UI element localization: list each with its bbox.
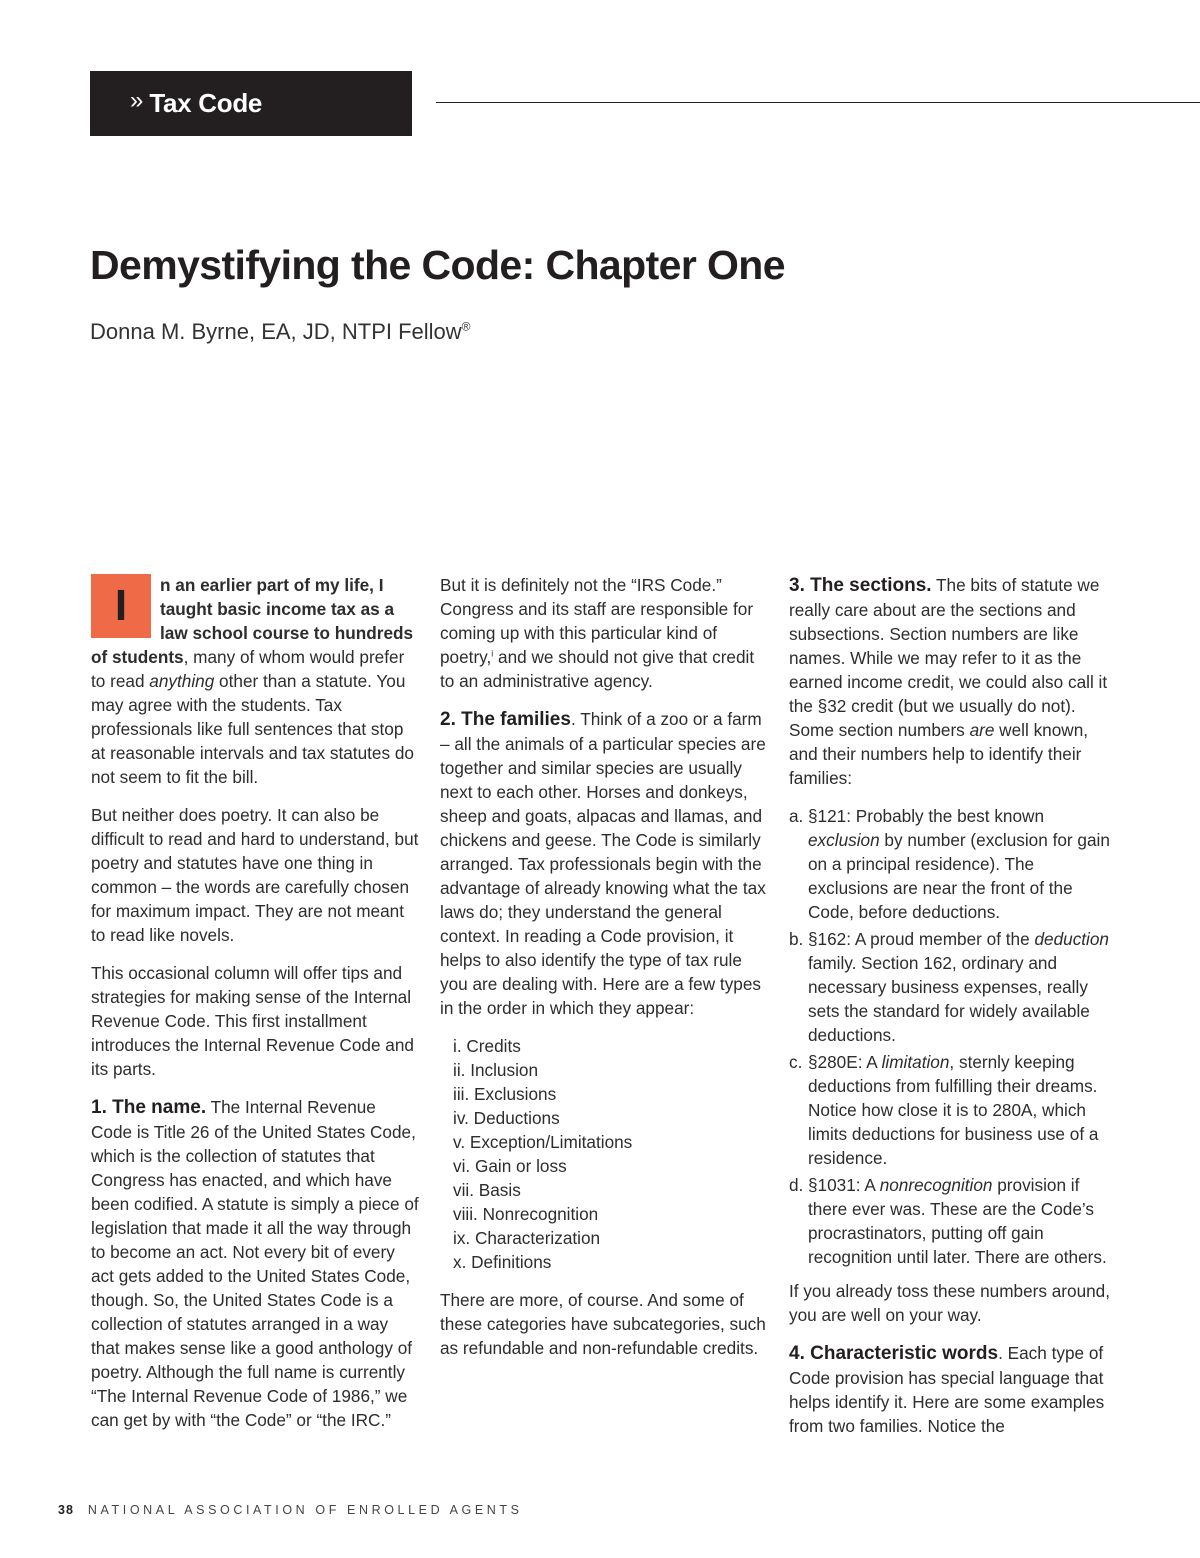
- list-item: ix. Characterization: [453, 1228, 601, 1248]
- list-item: iv. Deductions: [453, 1108, 560, 1128]
- paragraph-irs-code: But it is definitely not the “IRS Code.” Congress and its staff are responsible for coming up with this particular kind of poetry,$^i$ and we should not give that credit to an administrative agency.: [440, 575, 755, 691]
- registered-mark: ®: [461, 319, 471, 334]
- section-tag: [90, 71, 412, 136]
- column-2: [440, 573, 770, 1374]
- header-divider: [436, 102, 1200, 103]
- list-item: x. Definitions: [453, 1252, 552, 1272]
- page-number: 38: [58, 1503, 74, 1517]
- section-label: Tax Code: [149, 88, 263, 118]
- list-item: b. §162: A proud member of the deduction family. Section 162, ordinary and necessary business expenses, really sets the standard for widely available deductions.: [789, 929, 1109, 1045]
- list-item: d. §1031: A nonrecognition provision if there ever was. These are the Code’s procrastinators, putting off gain recognition until later. There are others.: [789, 1175, 1107, 1267]
- paragraph-column-intro: This occasional column will offer tips and strategies for making sense of the Internal Revenue Code. This first installment introduces the Internal Revenue Code and its parts.: [91, 963, 414, 1079]
- rule-types-list: [440, 1034, 770, 1274]
- list-item: i. Credits: [453, 1036, 521, 1056]
- article-byline: [90, 319, 471, 345]
- section-the-families: 2. The families. Think of a zoo or a farm – all the animals of a particular species are together and similar species are usually next to each other. Horses and donkeys, sheep and goats, alpacas and llamas, and chickens and geese. The Code is similarly arranged. Tax professionals begin with the advantage of already knowing what the tax laws do; they understand the general context. In reading a Code provision, it helps to also identify the type of tax rule you are dealing with. Here are a few types in the order in which they appear:: [440, 709, 766, 1018]
- publication-name: NATIONAL ASSOCIATION OF ENROLLED AGENTS: [87, 1503, 523, 1517]
- list-item: c. §280E: A limitation, sternly keeping deductions from fulfilling their dreams. Notice how close it is to 280A, which limits deductions for business use of a residence.: [789, 1052, 1099, 1168]
- section-the-sections: 3. The sections. The bits of statute we really care about are the sections and subsections. Section numbers are like names. While we may refer to it as the earned income credit, we could also call it the §32 credit (but we usually do not). Some section numbers are well known, and their numbers help to identify their families:: [789, 575, 1108, 788]
- column-1: [91, 573, 421, 1446]
- section-the-name: 1. The name. The Internal Revenue Code is Title 26 of the United States Code, which is the collection of statutes that Congress has enacted, and which have been codified. A statute is simply a piece of legislation that made it all the way through to become an act. Not every bit of every act gets added to the United States Code, though. So, the United States Code is a collection of statutes arranged in a way that makes sense like a good anthology of poetry. Although the full name is currently “The Internal Revenue Code of 1986,” we can get by with “the Code” or “the IRC.”: [91, 1097, 419, 1430]
- paragraph-well-on-way: If you already toss these numbers around, you are well on your way.: [789, 1281, 1111, 1325]
- heading-the-families: 2. The families: [440, 709, 571, 730]
- chevron-icon: »: [130, 86, 144, 114]
- list-item: ii. Inclusion: [453, 1060, 539, 1080]
- heading-the-sections: 3. The sections.: [789, 575, 932, 596]
- heading-characteristic-words: 4. Characteristic words: [789, 1343, 999, 1364]
- section-examples-list: [789, 804, 1119, 1269]
- drop-cap: I: [91, 574, 151, 638]
- intro-lead: n an earlier part of my life, I taught basic income tax as a law school course to hundreds of students: [91, 575, 414, 667]
- intro-paragraph: I n an earlier part of my life, I taught basic income tax as a law school course to hundreds of students, many of whom would prefer to read anything other than a statute. You may agree with the students. Tax professionals like full sentences that stop at reasonable intervals and tax statutes do not seem to fit the bill.: [91, 575, 414, 787]
- list-item: a. §121: Probably the best known exclusion by number (exclusion for gain on a principal residence). The exclusions are near the front of the Code, before deductions.: [789, 806, 1110, 922]
- list-item: iii. Exclusions: [453, 1084, 557, 1104]
- column-3: [789, 573, 1119, 1452]
- heading-the-name: 1. The name.: [91, 1097, 207, 1118]
- endnote-marker[interactable]: i: [491, 648, 494, 659]
- article-title: Demystifying the Code: Chapter One: [90, 242, 785, 288]
- list-item: viii. Nonrecognition: [453, 1204, 599, 1224]
- paragraph-poetry: But neither does poetry. It can also be difficult to read and hard to understand, but poetry and statutes have one thing in common – the words are carefully chosen for maximum impact. They are not meant to read like novels.: [91, 805, 419, 945]
- page-footer: [58, 1503, 523, 1517]
- list-item: v. Exception/Limitations: [453, 1132, 633, 1152]
- paragraph-subcategories: There are more, of course. And some of these categories have subcategories, such as refundable and non-refundable credits.: [440, 1290, 766, 1358]
- author-name: Donna M. Byrne, EA, JD, NTPI Fellow: [90, 319, 462, 344]
- list-item: vii. Basis: [453, 1180, 521, 1200]
- list-item: vi. Gain or loss: [453, 1156, 567, 1176]
- section-characteristic-words: 4. Characteristic words. Each type of Code provision has special language that helps identify it. Here are some examples from two families. Notice the: [789, 1343, 1105, 1436]
